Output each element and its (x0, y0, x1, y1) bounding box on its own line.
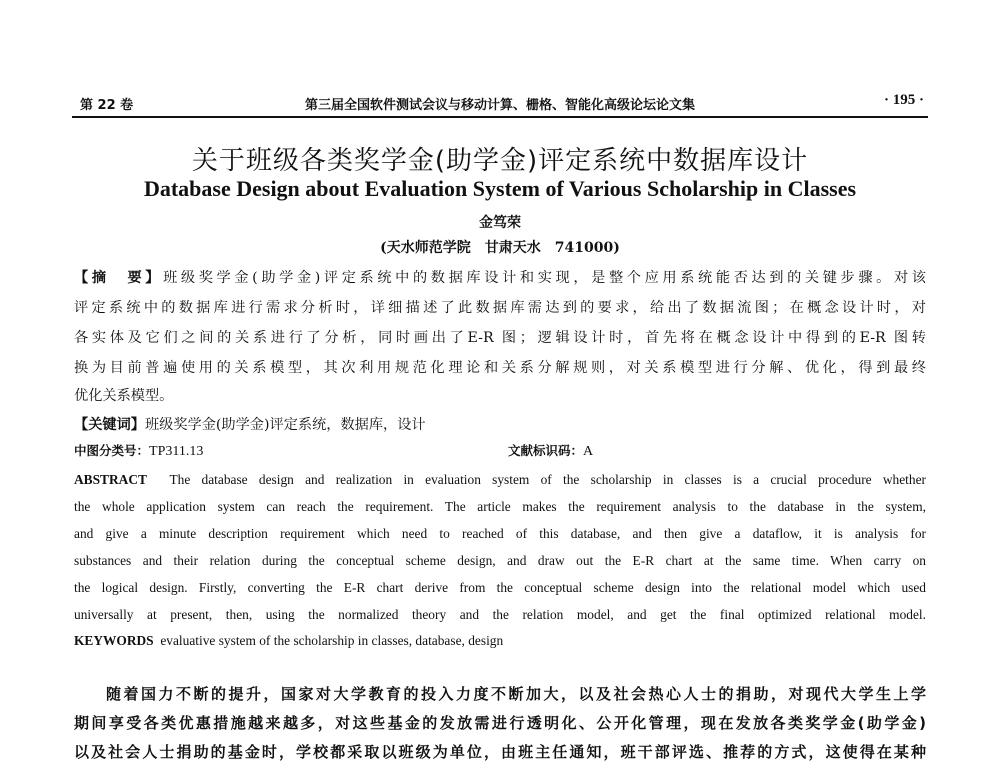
abstract-en-line: and give a minute description requirement which need to reached of this database, and then give a dataflow, it is analysis for (74, 526, 926, 541)
keywords-cn-line (74, 411, 926, 439)
clc-number (74, 441, 203, 460)
abstract-en-line (74, 467, 926, 493)
keywords-en-text: evaluative system of the scholarship in classes, database, design (160, 633, 504, 648)
abstract-cn-line: 优化关系模型。 (74, 388, 174, 404)
keywords-en-label: KEYWORDS (74, 633, 154, 648)
abstract-cn-line: 各实体及它们之间的关系进行了分析，同时画出了E-R 图；逻辑设计时，首先将在概念设计中得到的E-R 图转 (74, 330, 926, 346)
author-affiliation: (天水师范学院 甘肃天水 741000) (380, 240, 620, 256)
doc-code-value: A (583, 444, 594, 459)
abstract-en-text: The database design and realization in evaluation system of the scholarship in classes is a crucial procedure whether (169, 472, 926, 487)
keywords-cn-label: 【关键词】 (74, 417, 145, 433)
abstract-cn-line: 换为目前普遍使用的关系模型，其次利用规范化理论和关系分解规则，对关系模型进行分解、优化，得到最终 (74, 360, 926, 376)
volume-label: 第 22 卷 (80, 98, 134, 113)
clc-label: 中图分类号： (74, 443, 150, 458)
proceedings-title: 第三届全国软件测试会议与移动计算、栅格、智能化高级论坛论文集 (304, 98, 695, 113)
author-name: 金笃荣 (479, 215, 521, 231)
page-number: · 195 · (883, 92, 924, 108)
abstract-en-line: substances and their relation during the conceptual scheme design, and draw out the E-R chart at the same time. When carry on (74, 553, 926, 568)
abstract-en-label: ABSTRACT (74, 472, 147, 487)
body-paragraph-line: 随着国力不断的提升，国家对大学教育的投入力度不断加大，以及社会热心人士的捐助，对现代大学生上学 (106, 685, 926, 703)
abstract-en-line: the logical design. Firstly, converting the E-R chart derive from the conceptual scheme design into the relational model which used (74, 580, 926, 595)
running-header (72, 92, 928, 114)
abstract-cn-label: 【摘 要】 (74, 270, 164, 286)
doc-code-label: 文献标识码： (508, 443, 584, 458)
document-code (508, 441, 593, 460)
abstract-en-line: the whole application system can reach the requirement. The article makes the requirement analysis to the database in the system, (74, 499, 926, 514)
abstract-en-line: universally at present, then, using the normalized theory and the relation model, and get the final optimized relational model. (74, 607, 926, 622)
keywords-cn-text: 班级奖学金(助学金)评定系统，数据库，设计 (144, 417, 426, 433)
title-english: Database Design about Evaluation System of Various Scholarship in Classes (143, 176, 857, 201)
abstract-cn-line (74, 264, 926, 292)
header-rule (72, 116, 928, 118)
abstract-cn-text: 班级奖学金(助学金)评定系统中的数据库设计和实现，是整个应用系统能否达到的关键步骤。对该 (163, 270, 926, 286)
abstract-cn-line: 评定系统中的数据库进行需求分析时，详细描述了此数据库需达到的要求，给出了数据流图；在概念设计时，对 (74, 300, 926, 316)
body-paragraph-line: 以及社会人士捐助的基金时，学校都采取以班级为单位，由班主任通知，班干部评选、推荐的方式，这使得在某种 (74, 743, 926, 761)
body-paragraph-line: 期间享受各类优惠措施越来越多，对这些基金的发放需进行透明化、公开化管理，现在发放各类奖学金(助学金) (74, 714, 926, 732)
clc-value: TP311.13 (149, 444, 204, 459)
title-chinese: 关于班级各类奖学金(助学金)评定系统中数据库设计 (191, 146, 809, 176)
classification-row (74, 441, 926, 463)
keywords-en-line (74, 628, 926, 654)
